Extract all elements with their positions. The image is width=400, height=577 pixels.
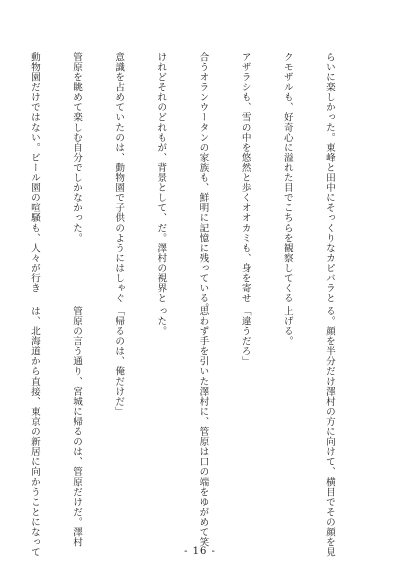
text-line: 管原の言う通り、宮城に帰るのは、管原だけだ。澤村: [71, 306, 83, 548]
text-line: 上げる。: [281, 306, 293, 347]
text-line: 動物園だけではない。ビール園の喧騒も、人々が行き: [28, 52, 40, 294]
text-line: アザラシも、雪の中を悠然と歩くオオカミも、身を寄せ: [239, 52, 251, 304]
text-line: 管原を眺めて楽しむ自分でしかなかった。: [71, 52, 83, 243]
page-number: - 16 -: [184, 546, 216, 557]
text-line: 「帰るのは、俺だけだ」: [113, 306, 125, 417]
text-line: 合うオランウータンの家族も、鮮明に記憶に残っている。: [197, 52, 209, 314]
text-line: った。: [155, 306, 167, 337]
text-line: らいに楽しかった。東峰と田中にそっくりなカピバラと: [323, 52, 335, 304]
text-line: は、北海道から直接、東京の新居に向かうことになって: [28, 306, 40, 558]
text-line: けれどそれのどれもが、背景として、だ。澤村の視界と: [155, 52, 167, 304]
text-line: 「違うだろ」: [239, 306, 251, 367]
text-line: 意識を占めていたのは、動物園で子供のようにはしゃぐ: [113, 52, 125, 304]
text-line: る。顔を半分だけ澤村の方に向けて、横目でその顔を見: [323, 306, 335, 558]
text-line: 思わず手を引いた澤村に、管原は口の端をゆがめて笑: [197, 306, 209, 548]
top-text-block: [28, 52, 364, 314]
text-line: クモザルも、好奇心に溢れた目でこちらを観察してくる: [281, 52, 293, 304]
